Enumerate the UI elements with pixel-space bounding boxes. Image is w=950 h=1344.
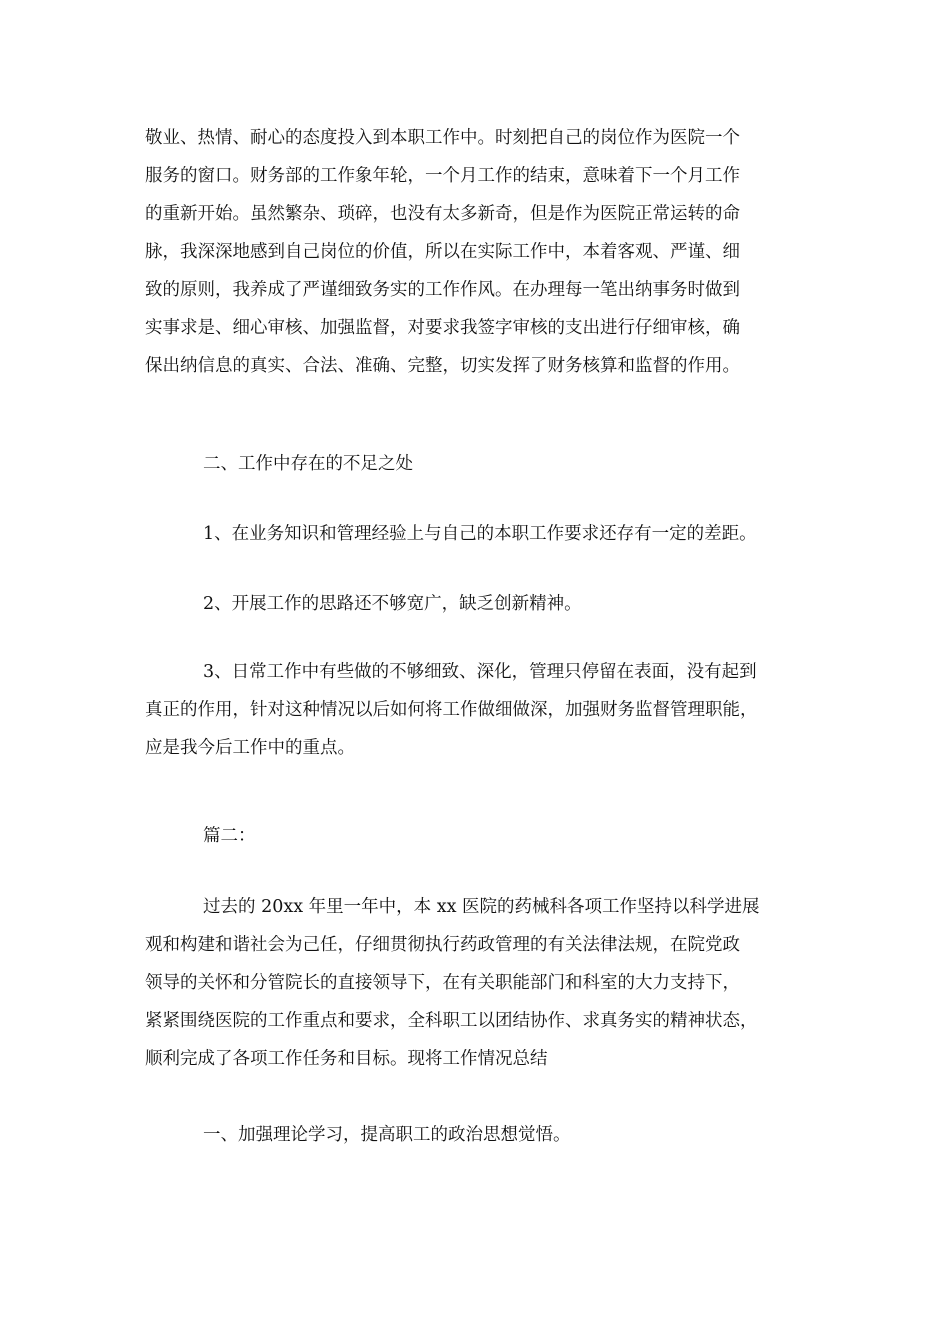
text-line: 致的原则，我养成了严谨细致务实的工作作风。在办理每一笔出纳事务时做到 [145, 280, 740, 300]
list-item-1 [145, 515, 810, 553]
list-item-text: 2、开展工作的思路还不够宽广，缺乏创新精神。 [203, 594, 582, 614]
section-title [145, 817, 810, 855]
list-item-3 [145, 653, 810, 767]
heading-text: 二、工作中存在的不足之处 [203, 454, 413, 474]
heading-text: 一、加强理论学习，提高职工的政治思想觉悟。 [203, 1125, 571, 1145]
list-item-text: 真正的作用，针对这种情况以后如何将工作做细做深，加强财务监督管理职能， [145, 700, 758, 720]
list-item-text: 1、在业务知识和管理经验上与自己的本职工作要求还存有一定的差距。 [203, 524, 757, 544]
list-item-text: 3、日常工作中有些做的不够细致、深化，管理只停留在表面，没有起到 [203, 662, 757, 682]
text-line: 服务的窗口。财务部的工作象年轮，一个月工作的结束，意味着下一个月工作 [145, 166, 740, 186]
text-line: 的重新开始。虽然繁杂、琐碎，也没有太多新奇，但是作为医院正常运转的命 [145, 204, 740, 224]
text-line: 保出纳信息的真实、合法、准确、完整，切实发挥了财务核算和监督的作用。 [145, 356, 740, 376]
text-line: 紧紧围绕医院的工作重点和要求，全科职工以团结协作、求真务实的精神状态， [145, 1011, 758, 1031]
list-item-2 [145, 585, 810, 623]
list-item-text: 应是我今后工作中的重点。 [145, 738, 355, 758]
text-line: 实事求是、细心审核、加强监督，对要求我签字审核的支出进行仔细审核，确 [145, 318, 740, 338]
text-line: 观和构建和谐社会为己任，仔细贯彻执行药政管理的有关法律法规，在院党政 [145, 935, 740, 955]
text-line: 顺利完成了各项工作任务和目标。现将工作情况总结 [145, 1049, 548, 1069]
text-line: 敬业、热情、耐心的态度投入到本职工作中。时刻把自己的岗位作为医院一个 [145, 128, 740, 148]
section-title-text: 篇二： [203, 826, 256, 846]
heading-shortcomings [145, 445, 810, 483]
paragraph-work-attitude [145, 119, 810, 385]
heading-theory-study [145, 1116, 810, 1154]
text-line: 过去的 20xx 年里一年中，本 xx 医院的药械科各项工作坚持以科学进展 [203, 897, 760, 917]
paragraph-intro [145, 888, 810, 1078]
text-line: 领导的关怀和分管院长的直接领导下，在有关职能部门和科室的大力支持下， [145, 973, 740, 993]
text-line: 脉，我深深地感到自己岗位的价值，所以在实际工作中，本着客观、严谨、细 [145, 242, 740, 262]
